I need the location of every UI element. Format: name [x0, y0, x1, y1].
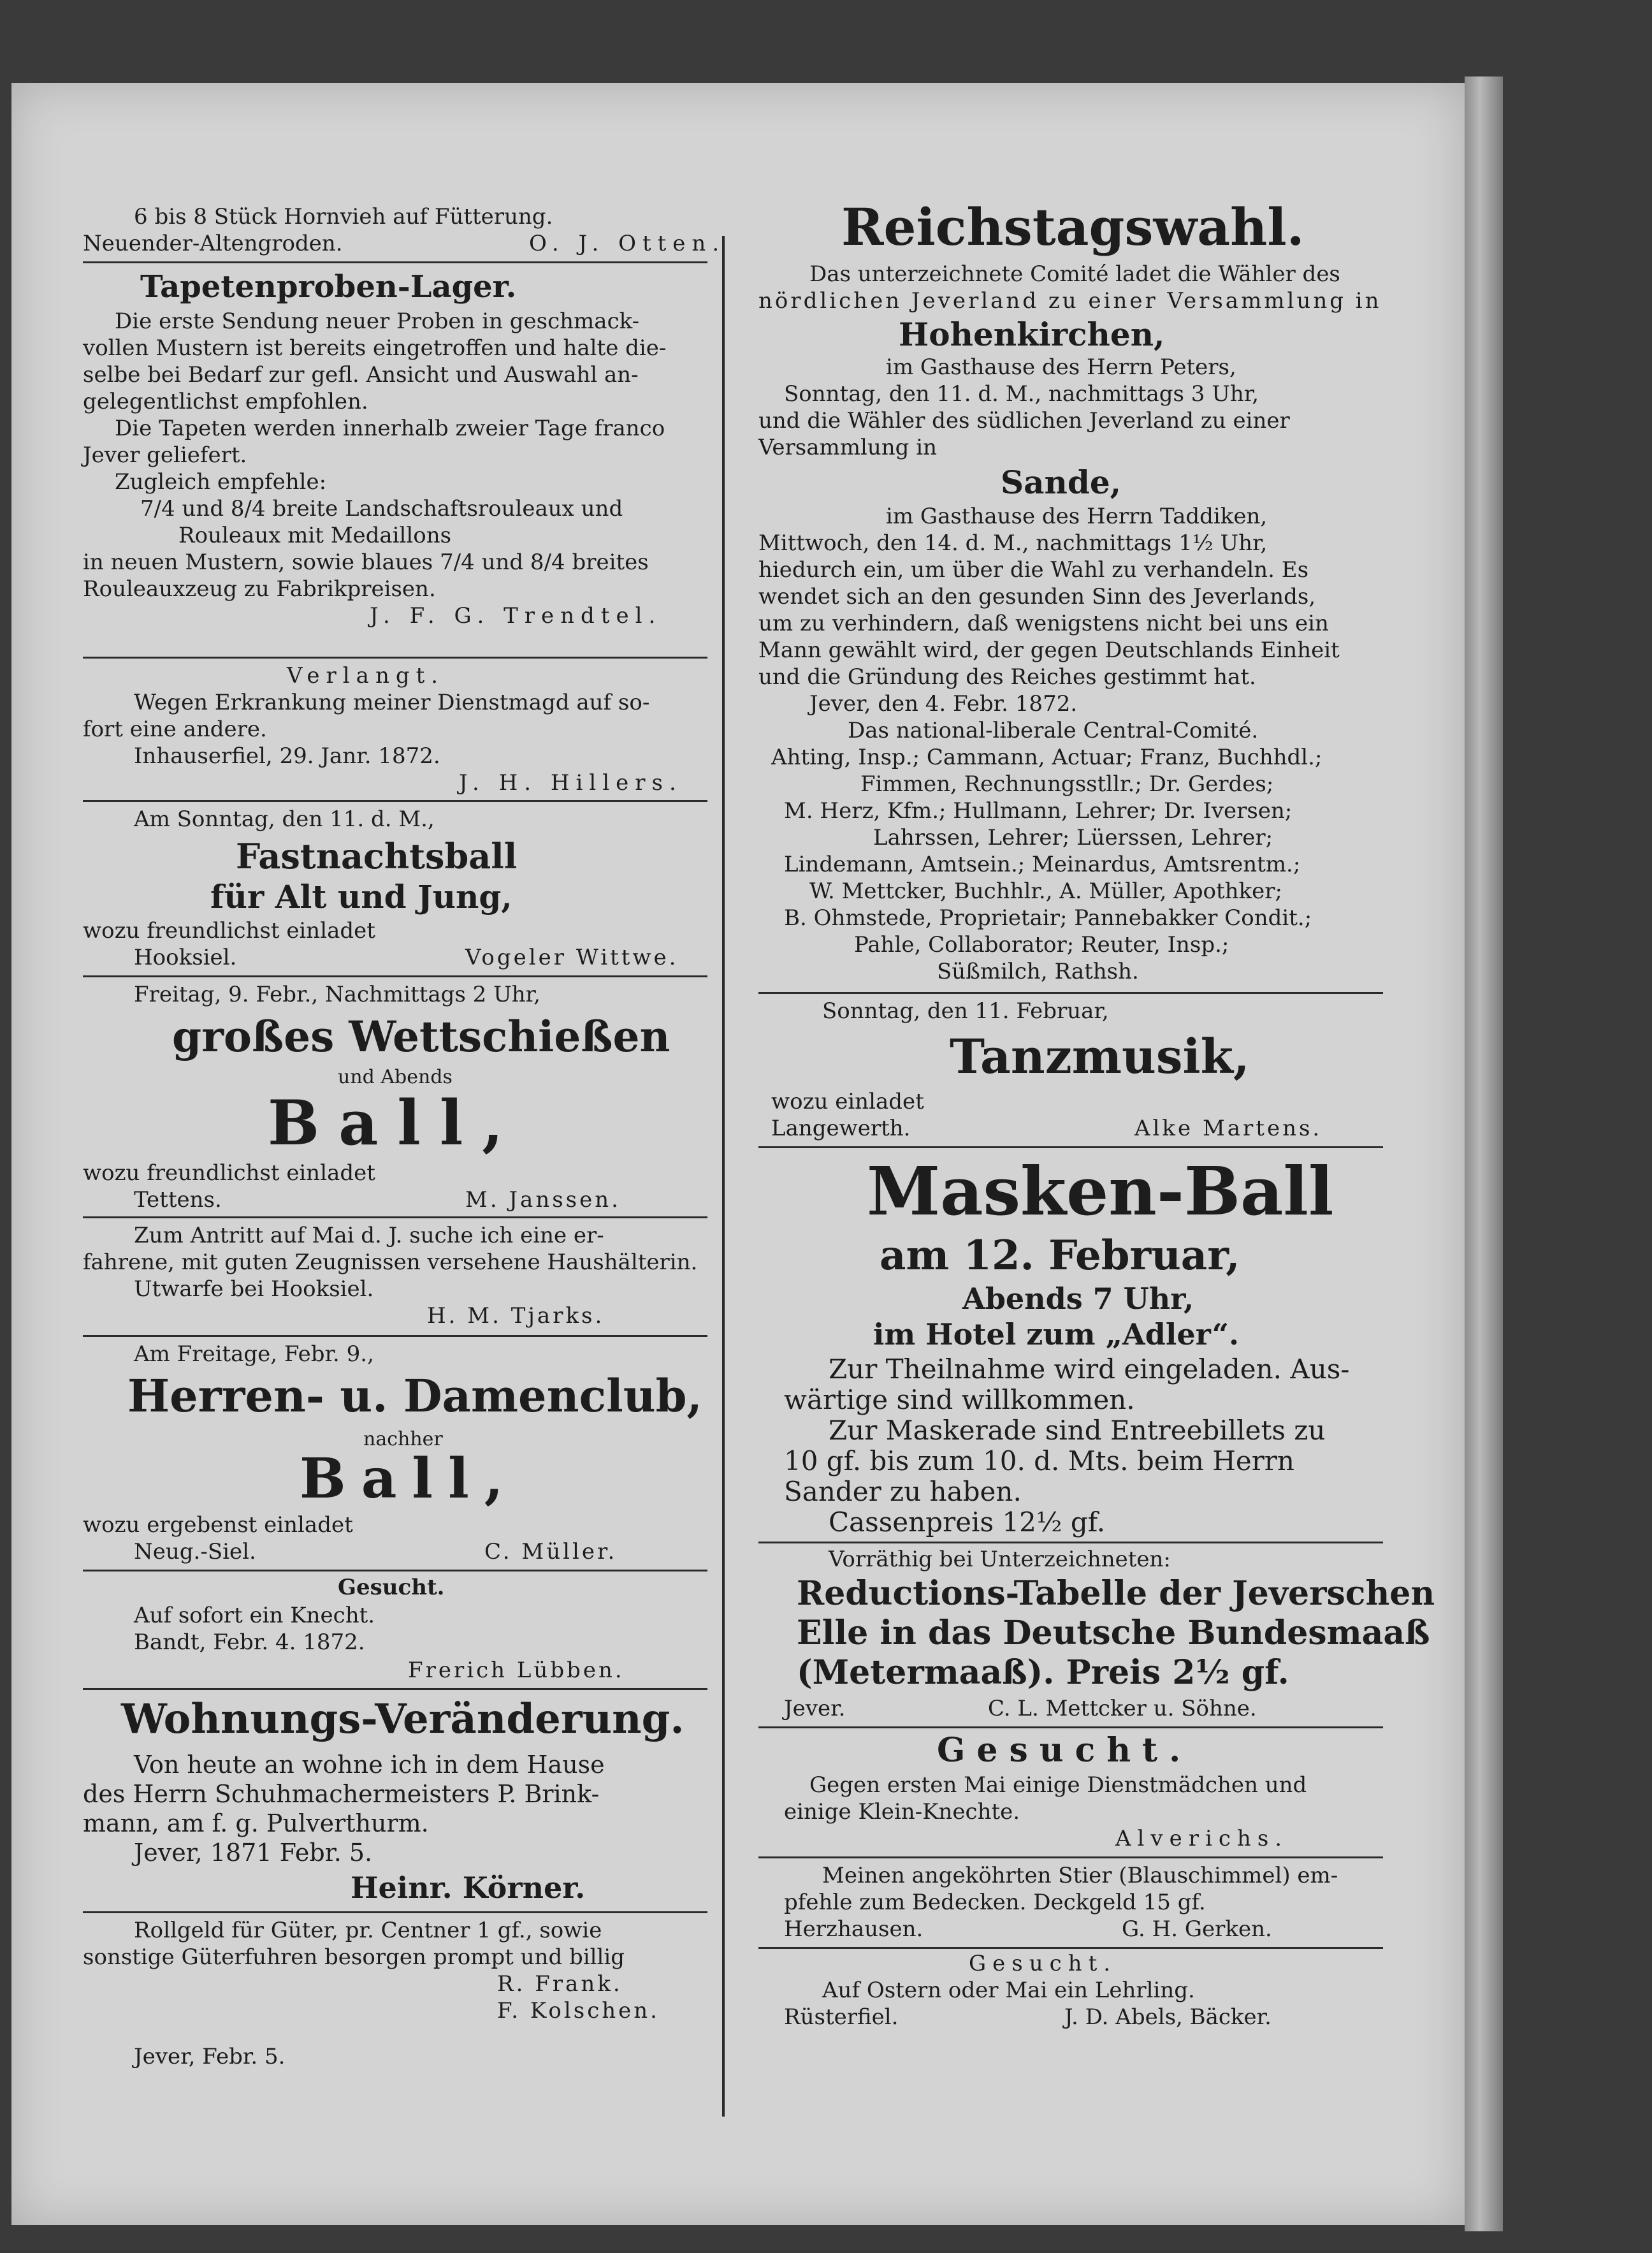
ad-lehrling-text: Auf Ostern oder Mai ein Lehrling. [822, 1978, 1195, 2003]
ad-maskenball-date: am 12. Februar, [880, 1232, 1240, 1280]
ad-gesucht-title: Gesucht. [937, 1731, 1192, 1770]
ad-reichstagswahl-line: hiedurch ein, um über die Wahl zu verhandeln. Es [758, 557, 1309, 583]
separator [758, 1542, 1383, 1543]
separator [83, 1335, 707, 1337]
ad-reichstagswahl-line: nördlichen Jeverland zu einer Versammlung in [758, 288, 1382, 314]
ad-reichstagswahl-line: um zu verhindern, daß wenigstens nicht bei uns ein [758, 611, 1329, 636]
ad-tapeten-line: gelegentlichst empfohlen. [83, 389, 368, 414]
ad-verlangt-title: Verlangt. [287, 663, 445, 689]
ad-lehrling-signature: J. D. Abels, Bäcker. [1064, 2004, 1272, 2030]
ad-wohnung-line: des Herrn Schuhmachermeisters P. Brink- [83, 1780, 600, 1808]
separator [83, 261, 707, 263]
ad-stier-signature: G. H. Gerken. [1122, 1916, 1272, 1942]
ad-knecht-line: Auf sofort ein Knecht. [134, 1603, 375, 1628]
ad-wettschiessen-title: großes Wettschießen [172, 1012, 670, 1061]
ad-tapeten-line: in neuen Mustern, sowie blaues 7/4 und 8/4 breites [83, 550, 649, 575]
ad-reichstagswahl-line: und die Wähler des südlichen Jeverland zu einer [758, 408, 1290, 434]
ad-lehrling-place: Rüsterfiel. [784, 2004, 899, 2030]
ad-tanzmusik-date: Sonntag, den 11. Februar, [822, 998, 1109, 1024]
ad-verlangt-line: Inhauserfiel, 29. Janr. 1872. [134, 743, 440, 769]
ad-damenclub-invite: wozu ergebenst einladet [83, 1512, 353, 1538]
ad-wohnung-title: Wohnungs-Veränderung. [121, 1695, 685, 1743]
ad-reichstagswahl-line: im Gasthause des Herrn Taddiken, [886, 504, 1268, 529]
ad-maskenball-title: Masken-Ball [867, 1152, 1334, 1230]
ad-wohnung-line: mann, am f. g. Pulverthurm. [83, 1809, 429, 1837]
ad-tapeten-line: Rouleaux mit Medaillons [178, 523, 452, 548]
ad-knecht-title: Gesucht. [338, 1575, 445, 1600]
separator [758, 1146, 1383, 1148]
ad-maskenball-line: Zur Theilnahme wird eingeladen. Aus- [829, 1353, 1350, 1385]
separator [83, 800, 707, 802]
ad-tapeten-line: selbe bei Bedarf zur gefl. Ansicht und Auswahl an- [83, 362, 639, 388]
ad-knecht-line: Bandt, Febr. 4. 1872. [134, 1630, 365, 1655]
ad-gesucht-line: einige Klein-Knechte. [784, 1799, 1020, 1825]
ad-maskenball-line: 10 gf. bis zum 10. d. Mts. beim Herrn [784, 1445, 1294, 1476]
ad-fastnacht-invite: wozu freundlichst einladet [83, 918, 375, 944]
page-edge [1465, 77, 1503, 2231]
ad-fastnacht-signature: Vogeler Wittwe. [465, 945, 679, 970]
ad-fastnacht-place: Hooksiel. [134, 945, 237, 970]
ad-maskenball-venue: im Hotel zum „Adler“. [873, 1317, 1240, 1352]
ad-reichstagswahl-line: Lahrssen, Lehrer; Lüerssen, Lehrer; [873, 825, 1273, 850]
ad-reichstagswahl-line: Ahting, Insp.; Cammann, Actuar; Franz, Buchhdl.; [771, 745, 1322, 770]
ad-reichstagswahl-line: Pahle, Collaborator; Reuter, Insp.; [854, 932, 1229, 958]
ad-tapeten-line: Zugleich empfehle: [115, 469, 327, 495]
ad-hornvieh-signature: O. J. Otten. [529, 231, 726, 256]
ad-haushaelterin-line: Zum Antritt auf Mai d. J. suche ich eine er- [134, 1223, 604, 1248]
ad-tabelle-title-1: Reductions-Tabelle der Jeverschen [797, 1574, 1435, 1613]
ad-reichstagswahl-line: Lindemann, Amtsein.; Meinardus, Amtsrentm.; [784, 852, 1301, 877]
ad-knecht-signature: Frerich Lübben. [408, 1658, 625, 1683]
ad-tanzmusik-signature: Alke Martens. [1134, 1116, 1322, 1141]
ad-reichstagswahl-line: B. Ohmstede, Proprietair; Pannebakker Condit.; [784, 905, 1312, 931]
separator [758, 1856, 1383, 1858]
ad-hornvieh-place: Neuender-Altengroden. [83, 231, 343, 256]
separator [83, 975, 707, 977]
ad-rollgeld-place: Jever, Febr. 5. [134, 2044, 286, 2069]
ad-tanzmusik-place: Langewerth. [771, 1116, 911, 1141]
ad-reichstagswahl-town-1: Hohenkirchen, [899, 316, 1165, 353]
ad-damenclub-ball: Ball, [300, 1447, 519, 1511]
ad-wettschiessen-invite: wozu freundlichst einladet [83, 1160, 375, 1186]
ad-tabelle-place: Jever. [784, 1696, 846, 1721]
ad-tapeten-line: vollen Mustern ist bereits eingetroffen und halte die- [83, 335, 667, 361]
ad-haushaelterin-line: Utwarfe bei Hooksiel. [134, 1276, 374, 1302]
ad-damenclub-place: Neug.-Siel. [134, 1539, 256, 1564]
separator [758, 1947, 1383, 1949]
ad-damenclub-signature: C. Müller. [484, 1539, 618, 1564]
ad-maskenball-time: Abends 7 Uhr, [962, 1281, 1194, 1316]
ad-wettschiessen-date: Freitag, 9. Febr., Nachmittags 2 Uhr, [134, 982, 540, 1007]
ad-damenclub-date: Am Freitage, Febr. 9., [134, 1341, 374, 1367]
ad-maskenball-line: wärtige sind willkommen. [784, 1384, 1135, 1415]
ad-reichstagswahl-line: Das national-liberale Central-Comité. [848, 718, 1259, 743]
ad-tapeten-title: Tapetenproben-Lager. [140, 269, 517, 305]
ad-maskenball-line: Sander zu haben. [784, 1476, 1022, 1507]
ad-wettschiessen-and: und Abends [338, 1066, 453, 1088]
ad-tapeten-line: Die Tapeten werden innerhalb zweier Tage franco [115, 416, 665, 441]
ad-haushaelterin-signature: H. M. Tjarks. [427, 1303, 605, 1329]
ad-rollgeld-signature-2: F. Kolschen. [497, 1998, 660, 2023]
ad-tanzmusik-title: Tanzmusik, [950, 1030, 1250, 1084]
ad-stier-line: pfehle zum Bedecken. Deckgeld 15 gf. [784, 1890, 1206, 1915]
ad-stier-line: Meinen angeköhrten Stier (Blauschimmel) em- [822, 1863, 1338, 1888]
ad-fastnacht-date: Am Sonntag, den 11. d. M., [134, 806, 435, 832]
ad-tapeten-line: 7/4 und 8/4 breite Landschaftsrouleaux und [140, 496, 623, 521]
ad-lehrling-title: Gesucht. [969, 1951, 1117, 1976]
ad-tapeten-line: Jever geliefert. [83, 442, 247, 468]
ad-reichstagswahl-line: W. Mettcker, Buchhlr., A. Müller, Apothker; [809, 879, 1282, 904]
ad-tabelle-title-3: (Metermaaß). Preis 2½ gf. [797, 1653, 1289, 1692]
ad-hornvieh-text: 6 bis 8 Stück Hornvieh auf Fütterung. [134, 204, 553, 230]
separator [83, 1216, 707, 1218]
ad-stier-place: Herzhausen. [784, 1916, 924, 1942]
ad-tapeten-signature: J. F. G. Trendtel. [370, 603, 662, 629]
separator [83, 657, 707, 659]
ad-damenclub-title: Herren- u. Damenclub, [127, 1369, 702, 1422]
ad-gesucht-line: Gegen ersten Mai einige Dienstmädchen und [809, 1772, 1307, 1798]
ad-verlangt-line: fort eine andere. [83, 717, 267, 742]
ad-wohnung-signature: Heinr. Körner. [351, 1870, 586, 1905]
ad-maskenball-line: Zur Maskerade sind Entreebillets zu [829, 1415, 1326, 1446]
ad-verlangt-signature: J. H. Hillers. [459, 770, 683, 796]
ad-rollgeld-line: sonstige Güterfuhren besorgen prompt und billig [83, 1944, 625, 1970]
ad-wohnung-line: Jever, 1871 Febr. 5. [134, 1839, 373, 1867]
separator [83, 1911, 707, 1913]
ad-reichstagswahl-line: Fimmen, Rechnungsstllr.; Dr. Gerdes; [860, 771, 1274, 797]
ad-reichstagswahl-line: wendet sich an den gesunden Sinn des Jeverlands, [758, 584, 1316, 609]
ad-reichstagswahl-line: M. Herz, Kfm.; Hullmann, Lehrer; Dr. Iversen; [784, 798, 1293, 824]
ad-reichstagswahl-line: Versammlung in [758, 435, 938, 460]
ad-wohnung-line: Von heute an wohne ich in dem Hause [134, 1751, 605, 1779]
ad-tabelle-signature: C. L. Mettcker u. Söhne. [988, 1696, 1257, 1721]
ad-reichstagswahl-line: und die Gründung des Reiches gestimmt hat. [758, 664, 1256, 690]
ad-tapeten-line: Die erste Sendung neuer Proben in geschmack- [115, 309, 640, 334]
separator [83, 1570, 707, 1571]
ad-wettschiessen-place: Tettens. [134, 1187, 222, 1213]
ad-damenclub-after: nachher [363, 1428, 443, 1450]
separator [758, 1726, 1383, 1728]
ad-reichstagswahl-line: Süßmilch, Rathsh. [937, 959, 1139, 984]
ad-reichstagswahl-line: Mittwoch, den 14. d. M., nachmittags 1½ Uhr, [758, 530, 1268, 556]
ad-reichstagswahl-title: Reichstagswahl. [841, 197, 1305, 257]
ad-tapeten-line: Rouleauxzeug zu Fabrikpreisen. [83, 576, 436, 602]
ad-verlangt-line: Wegen Erkrankung meiner Dienstmagd auf so- [134, 690, 650, 715]
column-divider [722, 236, 725, 2117]
ad-fastnacht-title: Fastnachtsball [236, 836, 518, 877]
separator [758, 992, 1383, 994]
ad-rollgeld-signature-1: R. Frank. [497, 1971, 623, 1997]
ad-rollgeld-line: Rollgeld für Güter, pr. Centner 1 gf., sowie [134, 1918, 602, 1943]
ad-reichstagswahl-town-2: Sande, [1001, 463, 1122, 501]
ad-wettschiessen-ball: Ball, [268, 1087, 523, 1159]
ad-reichstagswahl-line: Jever, den 4. Febr. 1872. [809, 691, 1078, 717]
ad-tanzmusik-invite: wozu einladet [771, 1089, 924, 1114]
ad-reichstagswahl-line: Mann gewählt wird, der gegen Deutschlands Einheit [758, 638, 1340, 663]
ad-wettschiessen-signature: M. Janssen. [465, 1187, 621, 1213]
ad-tabelle-title-2: Elle in das Deutsche Bundesmaaß [797, 1614, 1430, 1652]
ad-fastnacht-subtitle: für Alt und Jung, [210, 878, 512, 915]
ad-reichstagswahl-line: Sonntag, den 11. d. M., nachmittags 3 Uhr, [784, 381, 1259, 407]
ad-gesucht-signature: Alverichs. [1115, 1826, 1289, 1851]
separator [83, 1688, 707, 1690]
ad-maskenball-line: Cassenpreis 12½ gf. [829, 1506, 1106, 1538]
ad-reichstagswahl-line: Das unterzeichnete Comité ladet die Wähler des [809, 261, 1340, 287]
ad-reichstagswahl-line: im Gasthause des Herrn Peters, [886, 354, 1236, 380]
ad-tabelle-intro: Vorräthig bei Unterzeichneten: [829, 1547, 1171, 1572]
ad-haushaelterin-line: fahrene, mit guten Zeugnissen versehene Haushälterin. [83, 1250, 698, 1275]
